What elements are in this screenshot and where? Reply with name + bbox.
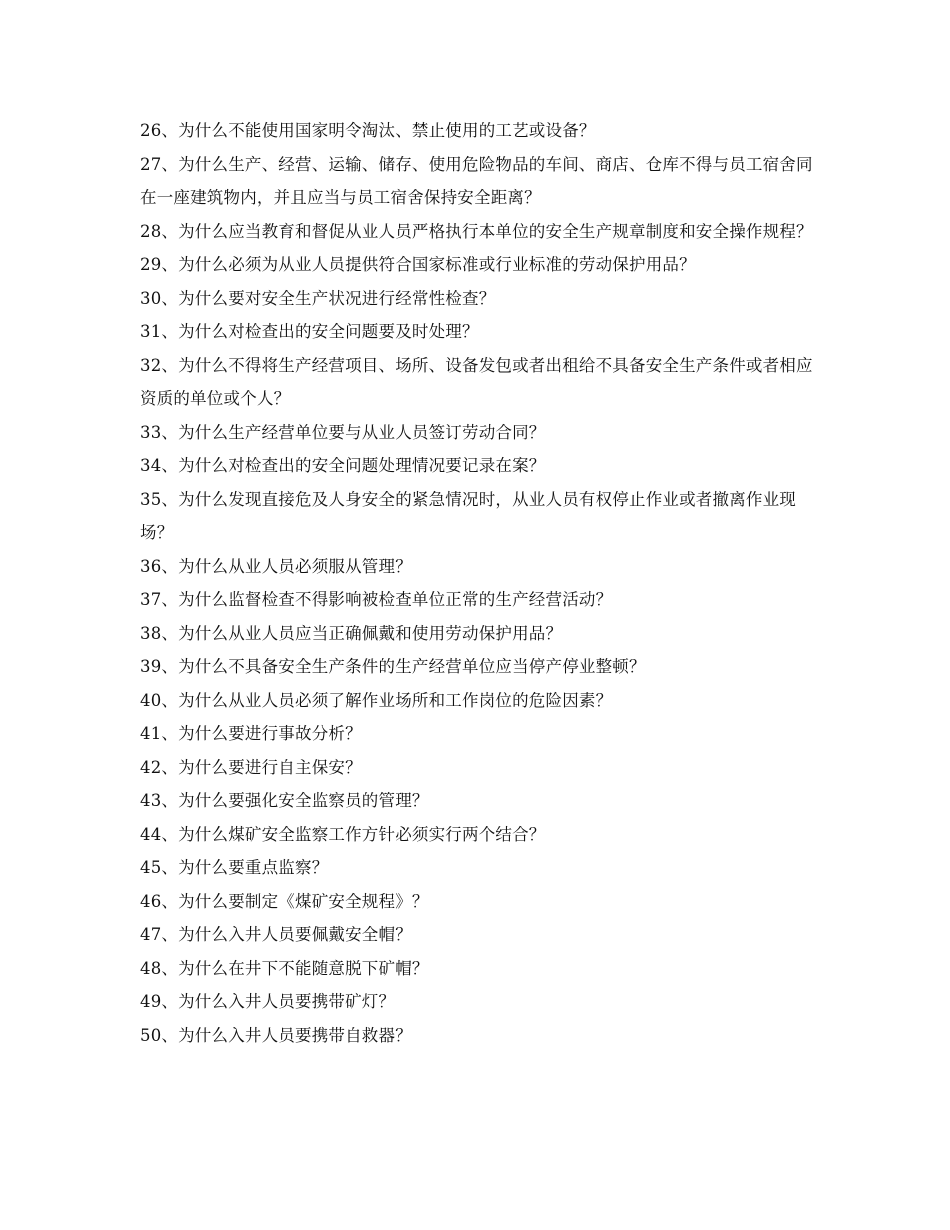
question-item: 34、为什么对检查出的安全问题处理情况要记录在案？ xyxy=(140,456,546,475)
question-item: 31、为什么对检查出的安全问题要及时处理？ xyxy=(140,322,479,341)
question-item: 48、为什么在井下不能随意脱下矿帽？ xyxy=(140,958,429,978)
question-item: 27、为什么生产、经营、运输、储存、使用危险物品的车间、商店、仓库不得与员工宿舍同在一座建筑物内，并且应当与员工宿舍保持安全距离？ xyxy=(140,154,813,207)
question-item: 43、为什么要强化安全监察员的管理？ xyxy=(140,791,429,810)
question-item: 33、为什么生产经营单位要与从业人员签订劳动合同？ xyxy=(140,422,546,442)
question-item: 26、为什么不能使用国家明令淘汰、禁止使用的工艺或设备？ xyxy=(140,121,596,140)
question-item: 45、为什么要重点监察？ xyxy=(140,858,329,877)
question-item: 47、为什么入井人员要佩戴安全帽？ xyxy=(140,925,412,944)
question-item: 37、为什么监督检查不得影响被检查单位正常的生产经营活动？ xyxy=(140,590,613,609)
question-item: 44、为什么煤矿安全监察工作方针必须实行两个结合？ xyxy=(140,824,546,844)
question-item: 36、为什么从业人员必须服从管理？ xyxy=(140,556,412,576)
question-item: 30、为什么要对安全生产状况进行经常性检查？ xyxy=(140,288,496,308)
question-item: 41、为什么要进行事故分析？ xyxy=(140,724,362,743)
question-item: 42、为什么要进行自主保安？ xyxy=(140,757,362,777)
question-item: 29、为什么必须为从业人员提供符合国家标准或行业标准的劳动保护用品？ xyxy=(140,255,696,274)
question-item: 49、为什么入井人员要携带矿灯？ xyxy=(140,992,396,1011)
question-item: 46、为什么要制定《煤矿安全规程》？ xyxy=(140,891,429,911)
question-item: 39、为什么不具备安全生产条件的生产经营单位应当停产停业整顿？ xyxy=(140,657,646,676)
question-item: 35、为什么发现直接危及人身安全的紧急情况时，从业人员有权停止作业或者撤离作业现场？ xyxy=(140,489,796,542)
question-item: 40、为什么从业人员必须了解作业场所和工作岗位的危险因素？ xyxy=(140,690,613,710)
question-list xyxy=(140,114,820,1052)
question-item: 28、为什么应当教育和督促从业人员严格执行本单位的安全生产规章制度和安全操作规程？ xyxy=(140,221,813,241)
question-item: 50、为什么入井人员要携带自救器？ xyxy=(140,1025,412,1045)
question-item: 32、为什么不得将生产经营项目、场所、设备发包或者出租给不具备安全生产条件或者相应资质的单位或个人？ xyxy=(140,355,813,408)
question-item: 38、为什么从业人员应当正确佩戴和使用劳动保护用品？ xyxy=(140,623,563,643)
